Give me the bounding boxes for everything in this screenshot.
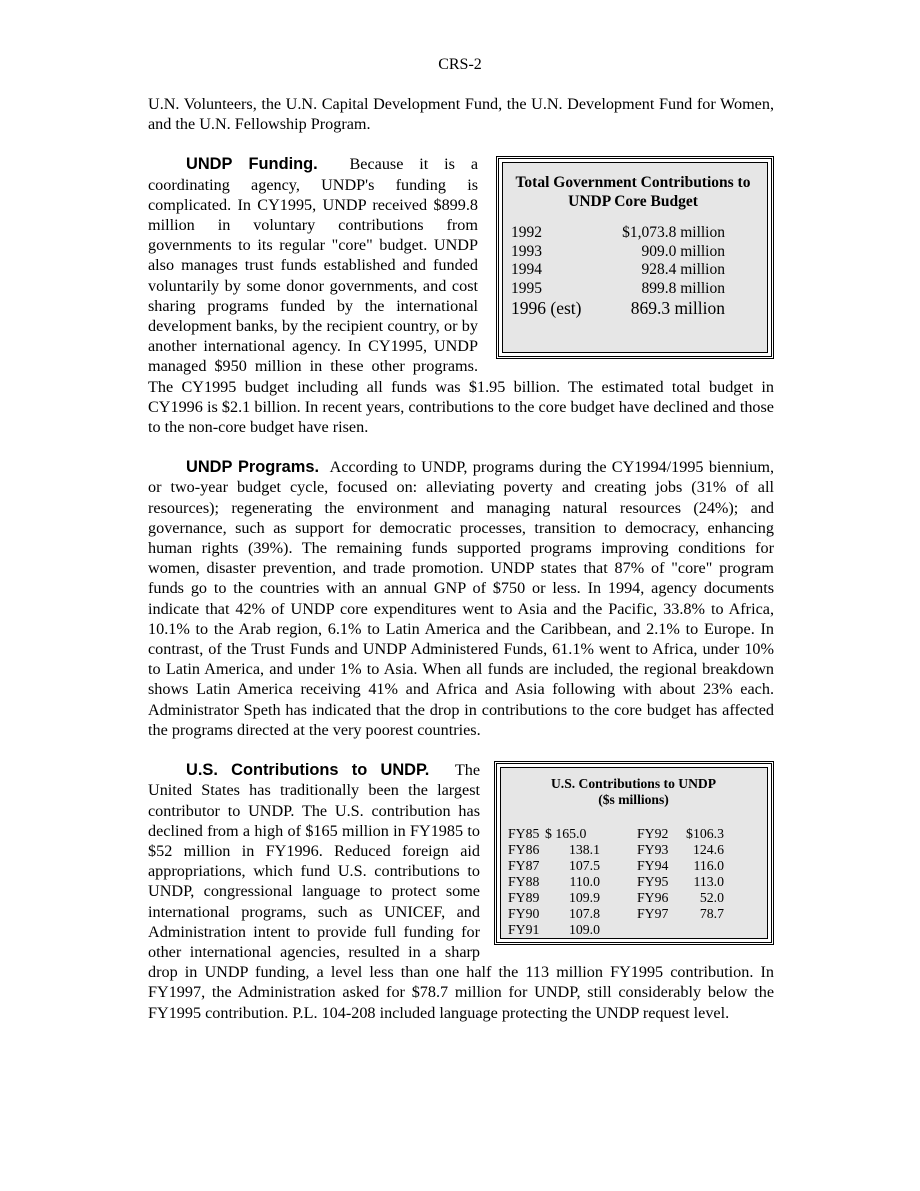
core-budget-box-title: Total Government Contributions to UNDP Core Budget xyxy=(515,174,751,211)
us-box-title-line2: ($s millions) xyxy=(598,792,669,808)
fiscal-year: FY88 xyxy=(508,873,540,889)
us-contributions-box xyxy=(494,761,774,945)
fiscal-year: FY87 xyxy=(508,857,540,873)
amount: $ 165.0 xyxy=(545,826,587,842)
intro-paragraph: U.N. Volunteers, the U.N. Capital Development Fund, the U.N. Development Fund for Women, and the U.N. Fellowship Program. xyxy=(148,95,774,134)
amount: 124.6 xyxy=(692,842,724,857)
amount: 109.0 xyxy=(568,921,600,937)
us-box-row xyxy=(508,906,759,922)
us-box-row xyxy=(508,826,759,842)
fiscal-year: FY86 xyxy=(508,842,540,857)
amount: 110.0 xyxy=(569,873,600,889)
core-budget-row xyxy=(511,243,755,261)
core-budget-row xyxy=(511,261,755,279)
fiscal-year: FY97 xyxy=(637,905,669,921)
amount: 116.0 xyxy=(693,857,724,873)
funding-heading: UNDP Funding. xyxy=(186,155,318,174)
fiscal-year: FY95 xyxy=(637,873,669,889)
fiscal-year: FY90 xyxy=(508,905,540,921)
core-budget-box xyxy=(496,156,774,359)
core-budget-amount: 928.4 million xyxy=(641,261,725,279)
programs-body: According to UNDP, programs during the CY1994/1995 biennium, or two-year budget cycle, focused on: alleviating poverty and creating jobs (31% of all resources); regenerating the environment and managing natural resources (24%); and governance, such as support for democratic processes, transition to democracy, enhancing human rights (39%). The remaining funds supported programs improving conditions for women, disaster prevention, and trade promotion. UNDP states that 87% of "core" program funds go to the countries with an annual GNP of $750 or less. In 1994, agency documents indicate that 42% of UNDP core expenditures went to Asia and the Pacific, 33.8% to Africa, 10.1% to the Arab region, 6.1% to Latin America and the Caribbean, and 2.1% to Europe. In contrast, of the Trust Funds and UNDP Administered Funds, 61.1% went to Africa, under 10% to Latin America, and under 1% to Asia. When all funds are included, the regional breakdown shows Latin America receiving 41% and Africa and Asia following with about 23% each. Administrator Speth has indicated that the drop in contributions to the core budget has affected the programs directed at the very poorest countries. xyxy=(148,458,775,739)
us-box-row xyxy=(508,890,759,906)
core-budget-year: 1993 xyxy=(511,242,542,260)
us-box-row xyxy=(508,922,759,938)
fiscal-year: FY92 xyxy=(637,826,669,842)
us-box-row xyxy=(508,858,759,874)
fiscal-year: FY96 xyxy=(637,889,669,905)
amount: 78.7 xyxy=(699,905,724,921)
core-budget-amount: 899.8 million xyxy=(641,279,725,297)
us-contributions-heading: U.S. Contributions to UNDP. xyxy=(186,761,430,780)
fiscal-year: FY93 xyxy=(637,842,669,857)
amount: 107.5 xyxy=(568,857,600,873)
funding-body: Because it is a coordinating agency, UNDP's funding is complicated. In CY1995, UNDP received $899.8 million in voluntary contributions from governments to its regular "core" budget. UNDP also manages trust funds established and funded voluntarily by some donor governments, and cost sharing programs funded by the international development banks, by the recipient country, or by another international agency. In CY1995, UNDP managed $950 million in these other programs. The CY1995 budget including all funds was $1.95 billion. The estimated total budget in CY1996 is $2.1 billion. In recent years, contributions to the core budget have declined and those to the non-core budget have risen. xyxy=(148,155,774,437)
core-budget-year: 1995 xyxy=(511,279,542,297)
core-budget-row xyxy=(511,280,755,298)
core-budget-year: 1996 (est) xyxy=(511,298,582,319)
fiscal-year: FY91 xyxy=(508,921,540,937)
us-box-row xyxy=(508,842,759,858)
core-budget-row xyxy=(511,298,755,318)
core-budget-row xyxy=(511,224,755,242)
fiscal-year: FY94 xyxy=(637,857,669,873)
amount: 138.1 xyxy=(568,842,600,857)
us-contributions-body: The United States has traditionally been the largest contributor to UNDP. The U.S. contribution has declined from a high of $165 million in FY1985 to $52 million in FY1996. Reduced foreign aid appropriations, which fund U.S. contributions to UNDP, congressional language to protect some international programs, such as UNICEF, and Administration intent to provide full funding for other international agencies, resulted in a sharp drop in UNDP funding, a level less than one half the 113 million FY1995 contribution. In FY1997, the Administration asked for $78.7 million for UNDP, still considerably below the FY1995 contribution. P.L. 104-208 included language protecting the UNDP request level. xyxy=(148,761,774,1022)
core-budget-year: 1992 xyxy=(511,224,542,242)
us-box-title-line1: U.S. Contributions to UNDP xyxy=(550,776,717,792)
amount: 107.8 xyxy=(568,905,600,921)
fiscal-year: FY89 xyxy=(508,889,540,905)
core-budget-amount: $1,073.8 million xyxy=(622,224,725,242)
core-budget-year: 1994 xyxy=(511,261,542,279)
core-budget-amount: 869.3 million xyxy=(630,298,725,319)
core-budget-amount: 909.0 million xyxy=(641,242,725,260)
fiscal-year: FY85 xyxy=(508,826,540,842)
page-header: CRS-2 xyxy=(438,56,482,73)
us-box-row xyxy=(508,874,759,890)
us-box-title xyxy=(508,776,759,808)
amount: 109.9 xyxy=(568,889,600,905)
programs-paragraph xyxy=(148,457,774,740)
main-column xyxy=(148,94,774,1023)
amount: 52.0 xyxy=(699,889,724,905)
amount: $106.3 xyxy=(686,826,724,842)
amount: 113.0 xyxy=(693,873,724,889)
programs-heading: UNDP Programs. xyxy=(186,458,320,477)
